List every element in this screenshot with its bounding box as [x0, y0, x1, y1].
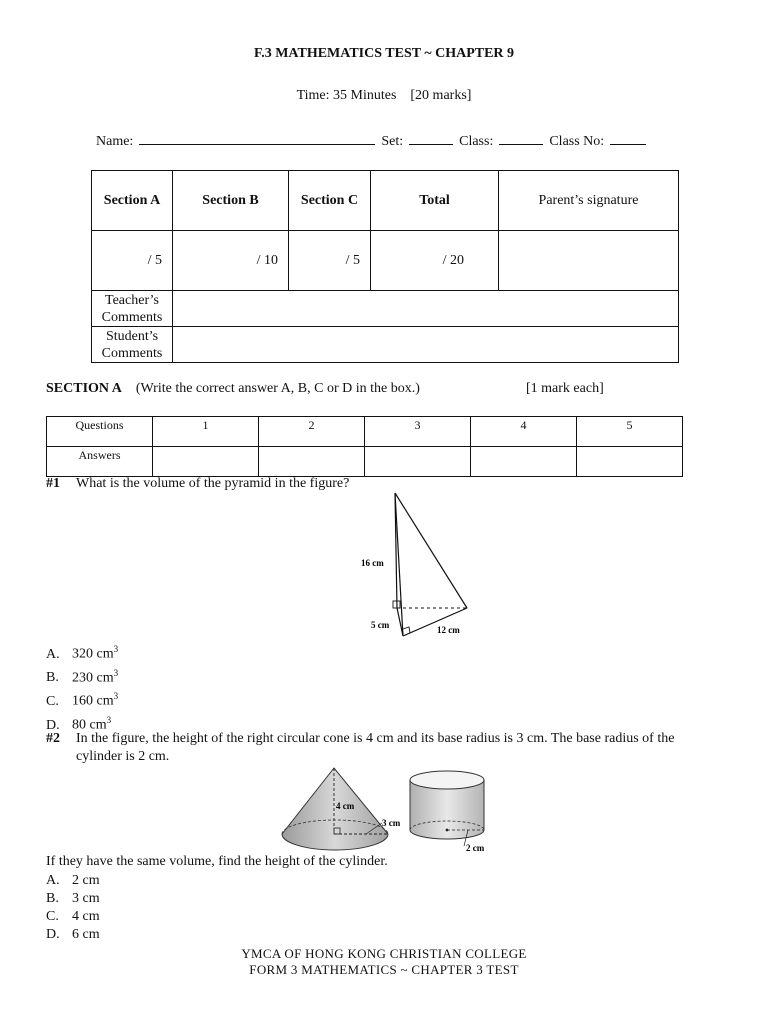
class-field[interactable]	[499, 130, 543, 145]
pyramid-length-label: 12 cm	[437, 625, 460, 635]
name-field[interactable]	[139, 130, 375, 145]
pyramid-figure	[355, 488, 485, 640]
pyramid-height-label: 16 cm	[361, 558, 384, 568]
question-1-options	[46, 640, 118, 735]
section-a-heading-row	[46, 381, 604, 397]
pyramid-width-label: 5 cm	[371, 620, 390, 630]
student-info-row	[96, 130, 652, 150]
time-and-marks: Time: 35 Minutes [20 marks]	[296, 88, 472, 103]
answer-box-2[interactable]	[259, 447, 365, 477]
student-comments-field[interactable]	[173, 327, 679, 363]
score-table	[91, 170, 679, 363]
page-footer	[0, 946, 768, 978]
parent-signature-field[interactable]	[499, 231, 679, 291]
question-number: 5	[577, 417, 683, 447]
section-a-instruction: (Write the correct answer A, B, C or D in the box.)	[135, 381, 420, 396]
header-section-a: Section A	[92, 171, 173, 231]
question-number: 1	[153, 417, 259, 447]
question-1-text: What is the volume of the pyramid in the figure?	[76, 476, 350, 491]
section-a-heading: SECTION A	[46, 381, 122, 396]
footer-test: FORM 3 MATHEMATICS ~ CHAPTER 3 TEST	[249, 962, 519, 977]
footer-school: YMCA OF HONG KONG CHRISTIAN COLLEGE	[241, 946, 527, 961]
student-comments-label: Student’s Comments	[92, 327, 173, 363]
question-2-followup: If they have the same volume, find the height of the cylinder.	[46, 854, 388, 869]
question-1-number: #1	[46, 476, 60, 491]
question-2-text-line1: In the figure, the height of the right circular cone is 4 cm and its base radius is 3 cm. The base radius of the	[76, 731, 675, 746]
option-b: B. 230 $cm^3$	[46, 667, 119, 686]
teacher-comments-field[interactable]	[173, 291, 679, 327]
answer-table	[46, 416, 683, 477]
question-2-options	[46, 872, 100, 944]
name-label: Name:	[96, 134, 134, 149]
question-1	[46, 476, 349, 492]
class-no-label: Class No:	[549, 134, 605, 149]
cone-height-label: 4 cm	[336, 801, 355, 811]
marks-section-a: / 5	[92, 231, 173, 291]
option-a: A. 320 $cm^3$	[46, 644, 119, 662]
cone-and-cylinder-figure	[278, 764, 498, 858]
option-c: C. 4 cm	[46, 909, 100, 924]
answers-label: Answers	[47, 447, 153, 477]
option-a: A. 2 cm	[46, 873, 100, 888]
cone-radius-label: 3 cm	[382, 818, 401, 828]
answer-box-3[interactable]	[365, 447, 471, 477]
option-b: B. 3 cm	[46, 891, 100, 906]
question-number: 4	[471, 417, 577, 447]
question-2-number: #2	[46, 731, 60, 746]
section-a-marks-note: [1 mark each]	[526, 381, 604, 396]
answer-box-5[interactable]	[577, 447, 683, 477]
teacher-comments-label: Teacher’s Comments	[92, 291, 173, 327]
set-label: Set:	[381, 134, 404, 149]
answer-box-1[interactable]	[153, 447, 259, 477]
header-total: Total	[371, 171, 499, 231]
class-no-field[interactable]	[610, 130, 646, 145]
set-field[interactable]	[409, 130, 453, 145]
questions-label: Questions	[47, 417, 153, 447]
option-d: D. 80 $cm^3$	[46, 714, 112, 733]
question-number: 3	[365, 417, 471, 447]
marks-section-b: / 10	[173, 231, 289, 291]
answer-box-4[interactable]	[471, 447, 577, 477]
header-section-c: Section C	[289, 171, 371, 231]
question-number: 2	[259, 417, 365, 447]
header-parent-signature: Parent’s signature	[499, 171, 679, 231]
question-2-text-line2: cylinder is 2 cm.	[76, 749, 170, 764]
header-section-b: Section B	[173, 171, 289, 231]
option-c: C. 160 $cm^3$	[46, 691, 119, 709]
question-2	[46, 730, 674, 766]
cylinder-radius-label: 2 cm	[466, 843, 485, 853]
option-d: D. 6 cm	[46, 927, 100, 942]
class-label: Class:	[459, 134, 494, 149]
test-title: F.3 MATHEMATICS TEST ~ CHAPTER 9	[253, 46, 515, 61]
marks-section-c: / 5	[289, 231, 371, 291]
marks-total: / 20	[371, 231, 499, 291]
